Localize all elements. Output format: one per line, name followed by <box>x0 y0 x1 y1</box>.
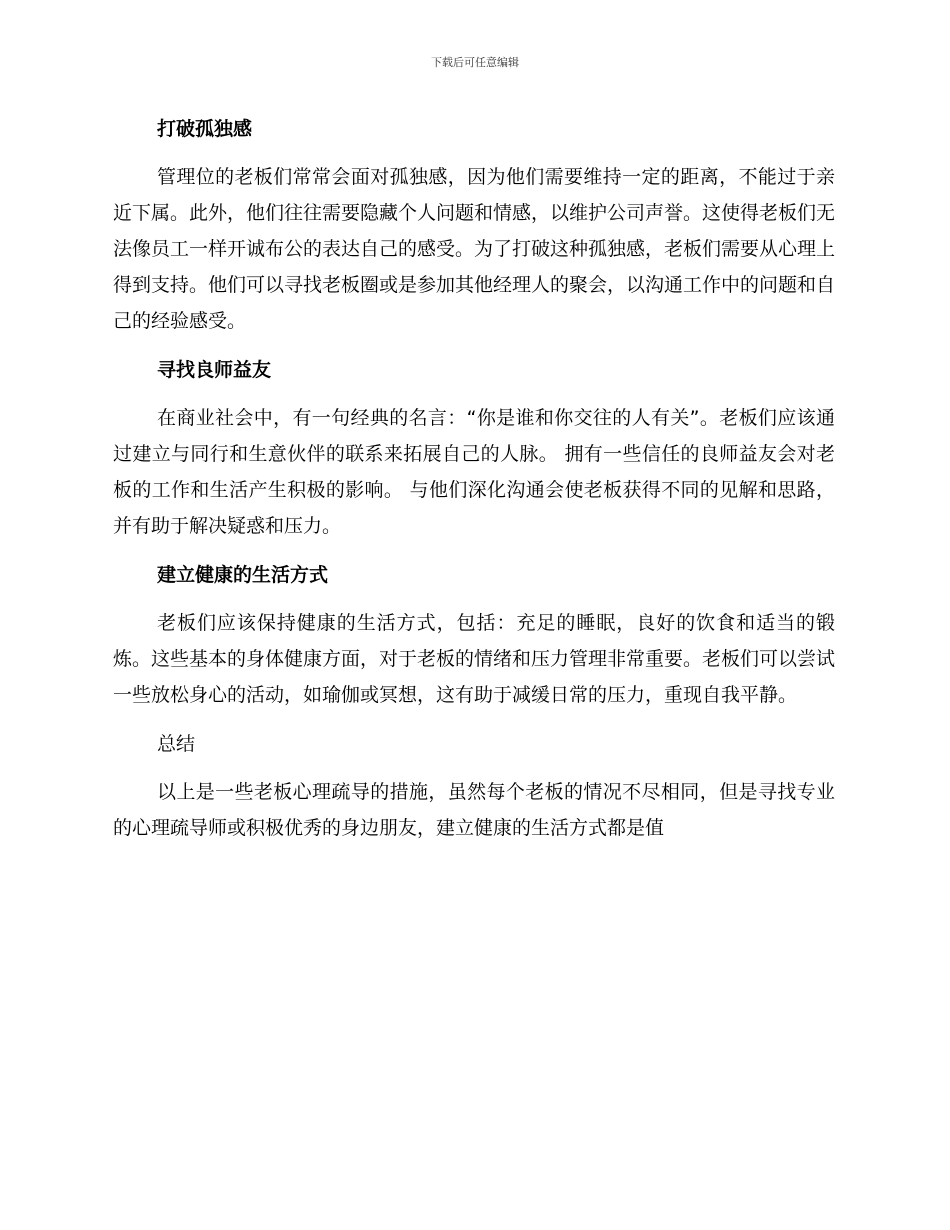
section-paragraph-find-mentors: 在商业社会中，有一句经典的名言：“你是谁和你交往的人有关”。老板们应该通过建立与同行和生意伙伴的联系来拓展自己的人脉。 拥有一些信任的良师益友会对老板的工作和生活产生积极的影响。 与他们深化沟通会使老板获得不同的见解和思路，并有助于解决疑惑和压力。 <box>113 407 835 537</box>
section-paragraph-break-loneliness: 管理位的老板们常常会面对孤独感，因为他们需要维持一定的距离，不能过于亲近下属。此外，他们往往需要隐藏个人问题和情感，以维护公司声誉。这使得老板们无法像员工一样开诚布公的表达自己的感受。为了打破这种孤独感，老板们需要从心理上得到支持。他们可以寻找老板圈或是参加其他经理人的聚会，以沟通工作中的问题和自己的经验感受。 <box>113 166 836 332</box>
section-heading-summary: 总结 <box>157 733 196 755</box>
section-heading-healthy-lifestyle: 建立健康的生活方式 <box>157 564 329 586</box>
section-heading-find-mentors: 寻找良师益友 <box>157 359 272 381</box>
section-paragraph-summary: 以上是一些老板心理疏导的措施，虽然每个老板的情况不尽相同，但是寻找专业的心理疏导师或积极优秀的身边朋友，建立健康的生活方式都是值 <box>113 781 835 839</box>
section-paragraph-healthy-lifestyle: 老板们应该保持健康的生活方式，包括：充足的睡眠，良好的饮食和适当的锻炼。这些基本的身体健康方面，对于老板的情绪和压力管理非常重要。老板们可以尝试一些放松身心的活动，如瑜伽或冥想，这有助于减缓日常的压力，重现自我平静。 <box>113 612 836 706</box>
document-body <box>113 110 835 858</box>
section-heading-break-loneliness: 打破孤独感 <box>157 118 253 140</box>
page-header: 下载后可任意编辑 <box>431 56 519 69</box>
